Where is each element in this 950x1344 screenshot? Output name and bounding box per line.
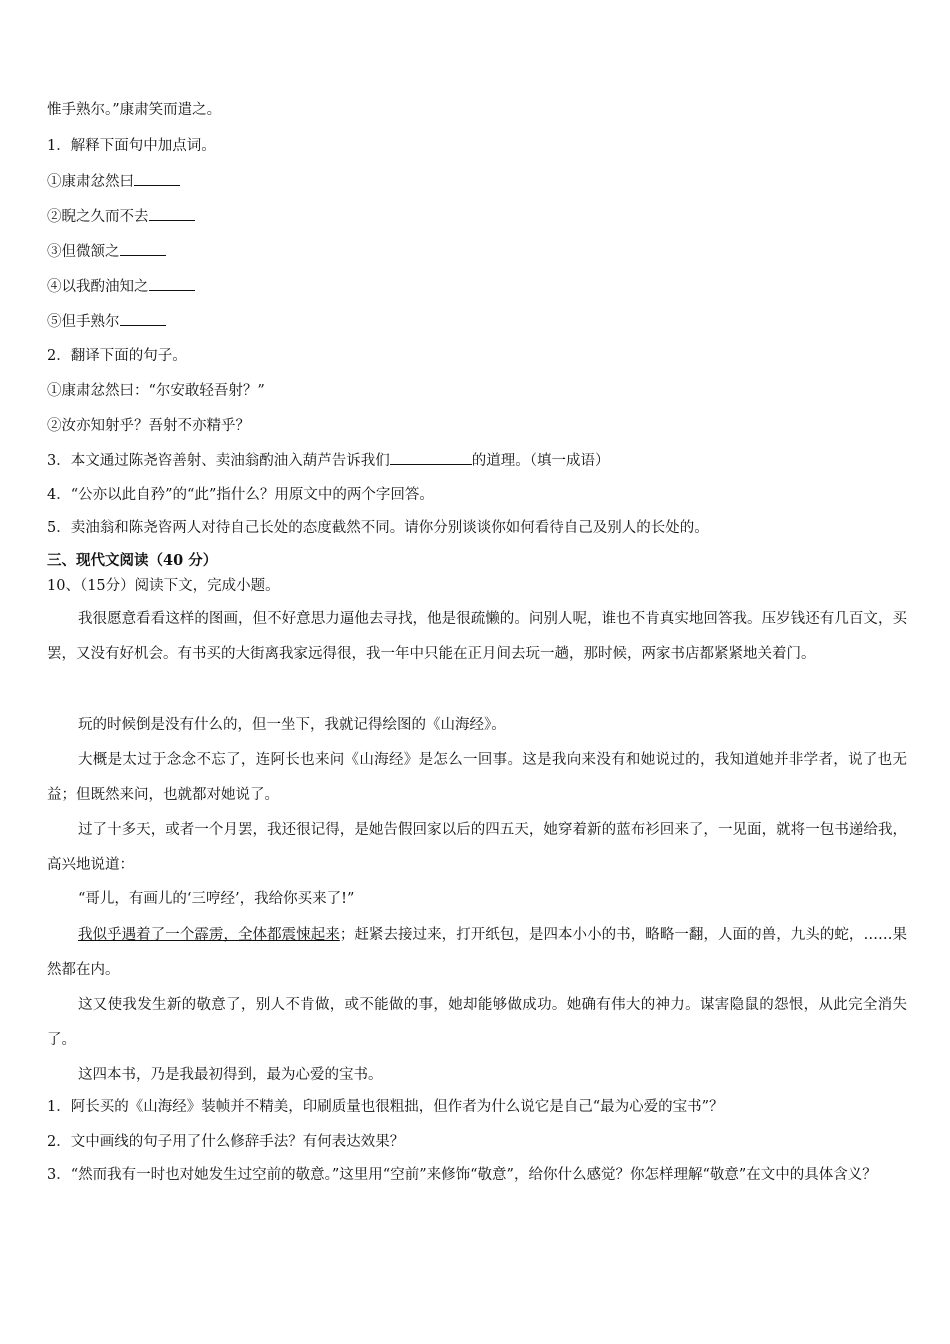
question-1-item: ②睨之久而不去 <box>47 206 195 227</box>
reading-paragraph: 大概是太过于念念不忘了，连阿长也来问《山海经》是怎么一回事。这是我向来没有和她说过的，我知道她并非学者，说了也无益；但既然来问，也就都对她说了。 <box>47 752 907 803</box>
answer-blank[interactable] <box>390 450 472 465</box>
reading-paragraph: 我似乎遇着了一个霹雳，全体都震悚起来；赶紧去接过来，打开纸包，是四本小小的书，略略一翻，人面的兽，九头的蛇，……果然都在内。 <box>47 927 908 978</box>
reading-paragraph: 这又使我发生新的敬意了，别人不肯做，或不能做的事，她却能够做成功。她确有伟大的神力。谋害隐鼠的怨恨，从此完全消失了。 <box>47 997 907 1048</box>
answer-blank[interactable] <box>149 206 195 221</box>
reading-paragraph: “哥儿，有画儿的‘三哼经’，我给你买来了!” <box>78 891 355 907</box>
question-1-item: ③但微颔之 <box>47 241 166 262</box>
reading-paragraph: 玩的时候倒是没有什么的，但一坐下，我就记得绘图的《山海经》。 <box>78 717 506 733</box>
reading-paragraph: 这四本书，乃是我最初得到，最为心爱的宝书。 <box>78 1067 383 1083</box>
answer-blank[interactable] <box>120 241 166 256</box>
reading-paragraph: 我很愿意看看这样的图画，但不好意思力逼他去寻找，他是很疏懒的。问别人呢，谁也不肯真实地回答我。压岁钱还有几百文，买罢，又没有好机会。有书买的大街离我家远得很，我一年中只能在正月间去玩一趟，那时候，两家书店都紧紧地关着门。 <box>47 611 907 662</box>
answer-blank[interactable] <box>120 311 166 326</box>
passage-ending: 惟手熟尔。”康肃笑而遣之。 <box>47 102 222 118</box>
answer-blank[interactable] <box>149 276 195 291</box>
subquestion-3: 3．“然而我有一时也对她发生过空前的敬意。”这里用“空前”来修饰“敬意”，给你什么感觉？你怎样理解“敬意”在文中的具体含义？ <box>47 1167 877 1183</box>
answer-blank[interactable] <box>134 171 180 186</box>
question-10-header: 10、（15分）阅读下文，完成小题。 <box>47 578 280 594</box>
question-1-item: ①康肃忿然曰 <box>47 171 180 192</box>
underlined-sentence: 我似乎遇着了一个霹雳，全体都震悚起来 <box>78 927 340 943</box>
question-5: 5．卖油翁和陈尧咨两人对待自己长处的态度截然不同。请你分别谈谈你如何看待自己及别人的长处的。 <box>47 520 709 536</box>
question-1-item: ④以我酌油知之 <box>47 276 195 297</box>
question-2-item: ①康肃忿然曰：“尔安敢轻吾射？” <box>47 383 265 399</box>
section-3-title: 三、现代文阅读（40 分） <box>47 552 218 569</box>
reading-paragraph: 过了十多天，或者一个月罢，我还很记得，是她告假回家以后的四五天，她穿着新的蓝布衫回来了，一见面，就将一包书递给我，高兴地说道： <box>47 822 907 873</box>
question-1-prompt: 1．解释下面句中加点词。 <box>47 138 216 154</box>
question-2-prompt: 2．翻译下面的句子。 <box>47 348 187 364</box>
question-1-item: ⑤但手熟尔 <box>47 311 166 332</box>
question-3: 3．本文通过陈尧咨善射、卖油翁酌油入葫芦告诉我们 的道理。（填一成语） <box>47 450 609 471</box>
question-2-item: ②汝亦知射乎？吾射不亦精乎？ <box>47 418 250 434</box>
question-4: 4．“公亦以此自矜”的“此”指什么？用原文中的两个字回答。 <box>47 487 434 503</box>
subquestion-1: 1．阿长买的《山海经》装帧并不精美，印刷质量也很粗拙，但作者为什么说它是自己“最为心爱的宝书”？ <box>47 1099 724 1115</box>
subquestion-2: 2．文中画线的句子用了什么修辞手法？有何表达效果？ <box>47 1134 405 1150</box>
